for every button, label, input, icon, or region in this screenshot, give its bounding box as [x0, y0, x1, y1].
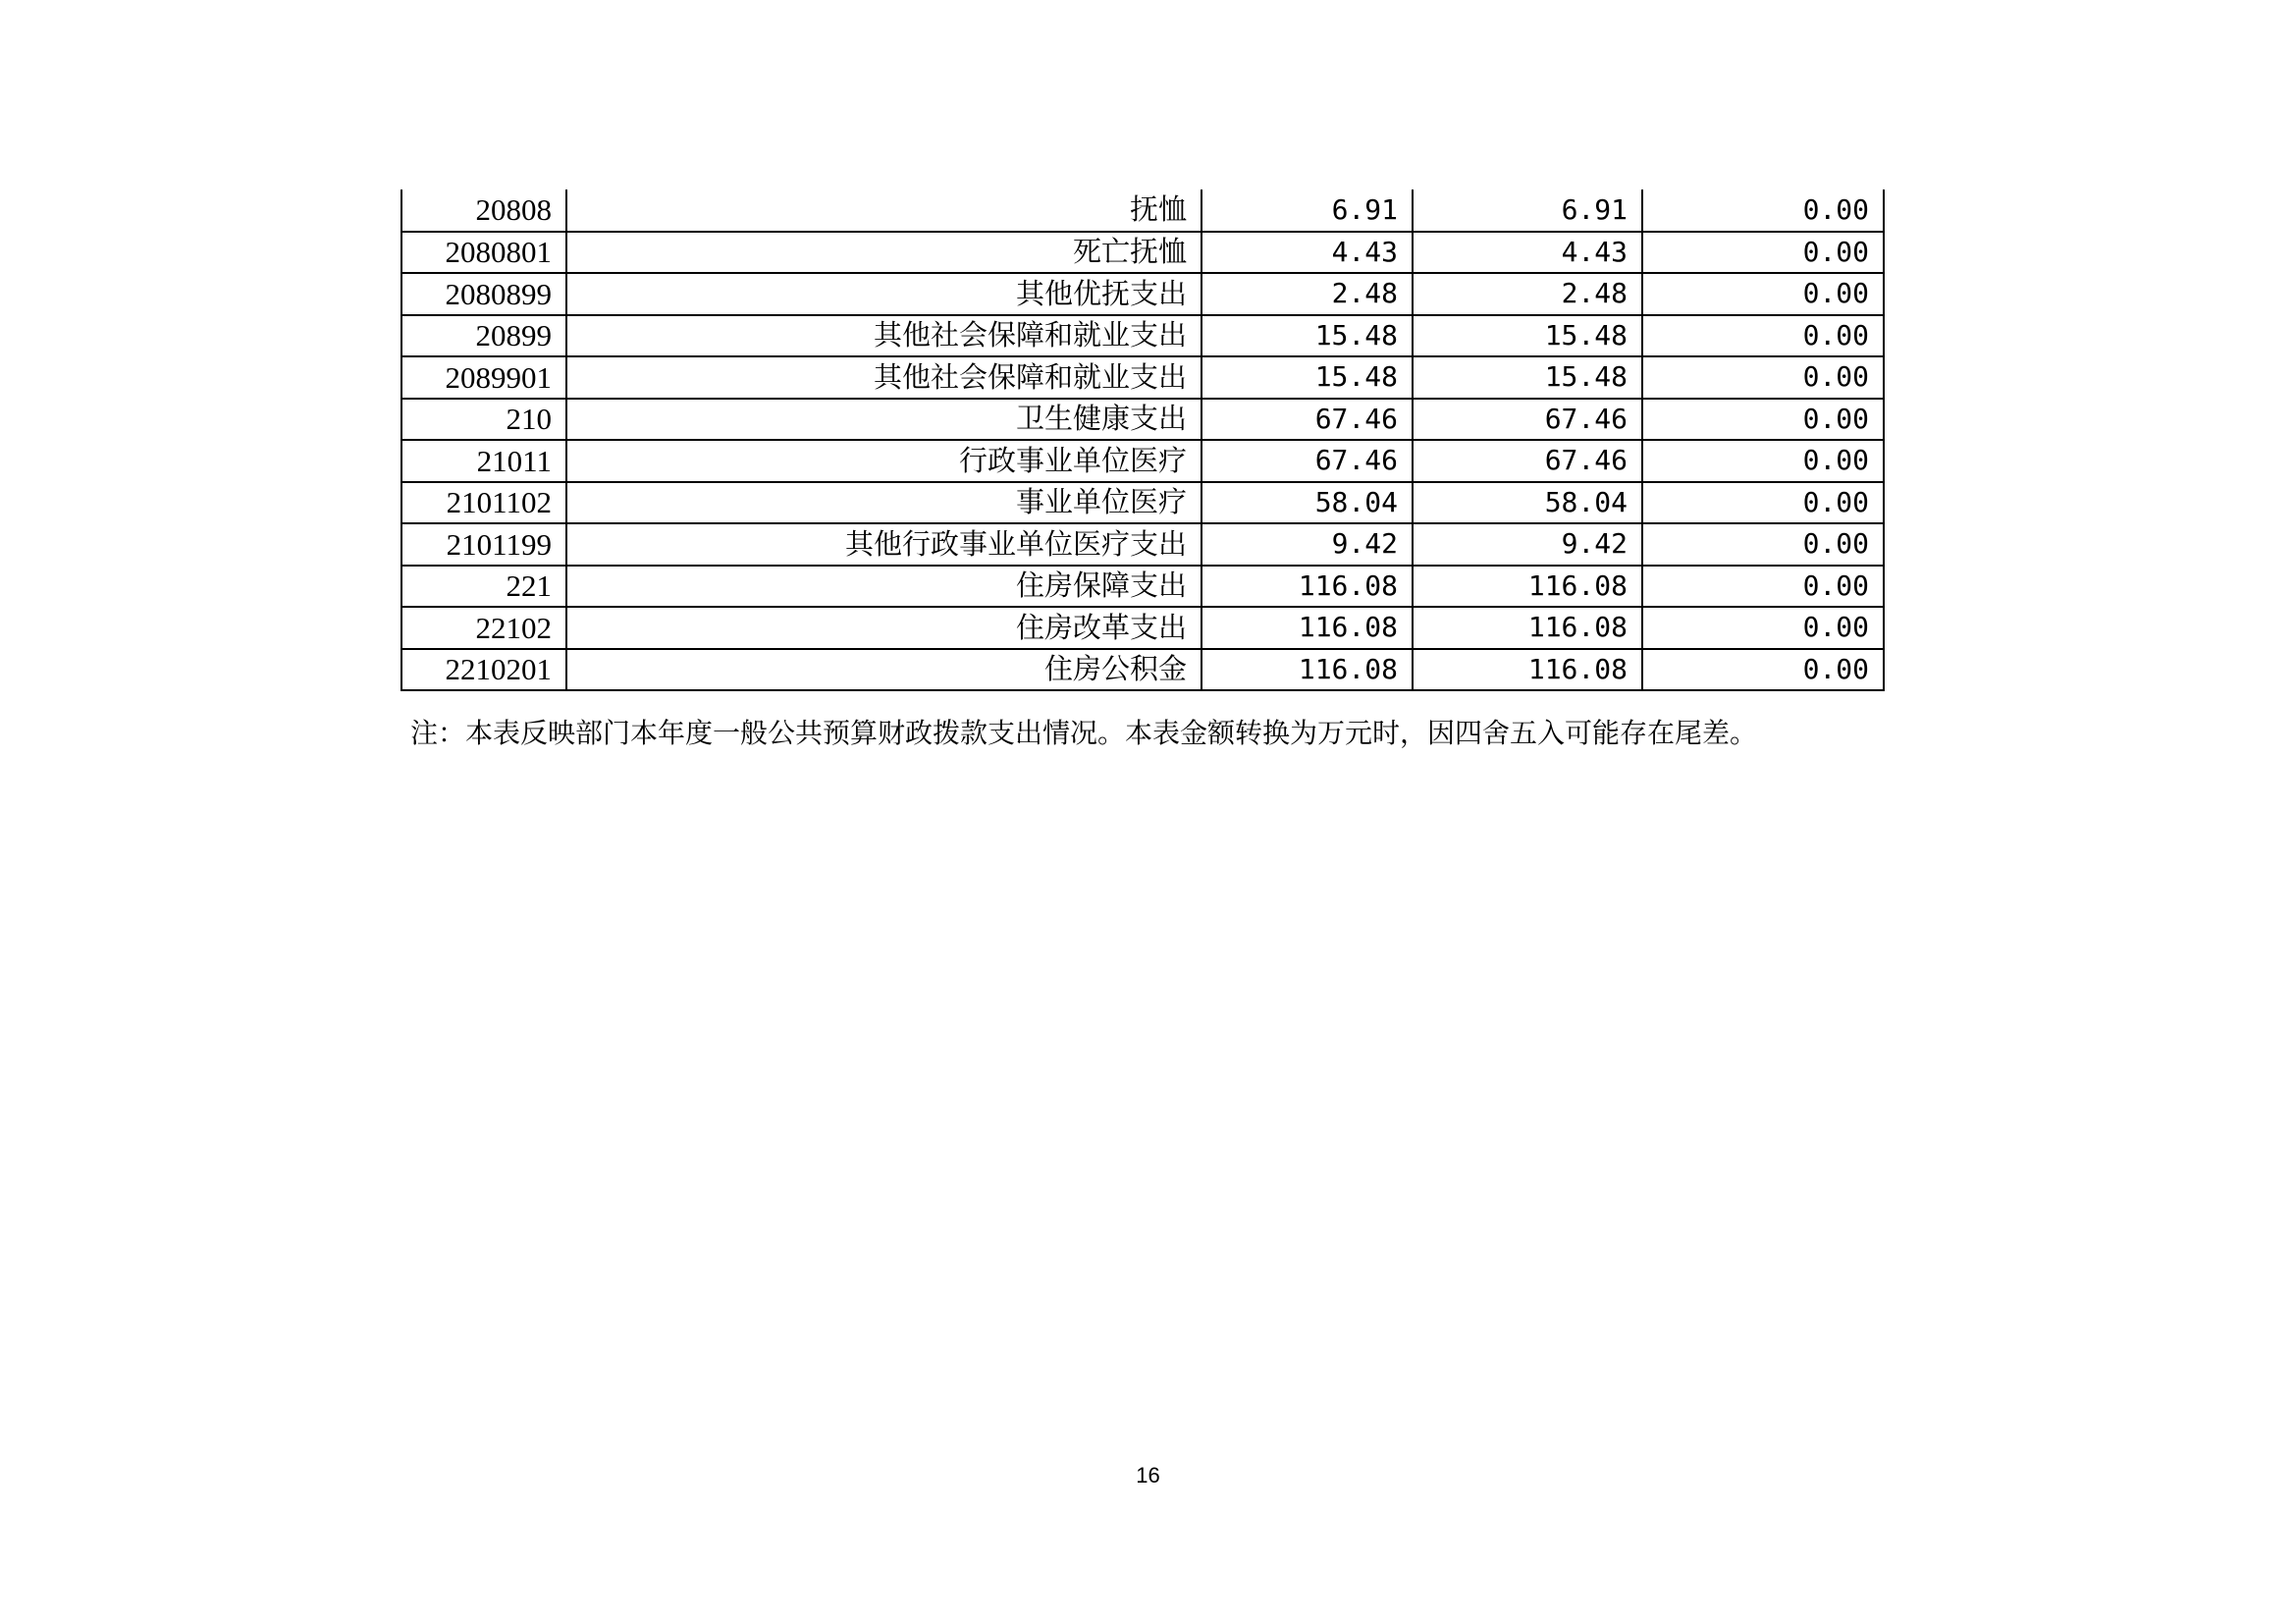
cell-function-name: 其他优抚支出 [566, 273, 1201, 315]
table-row [401, 232, 1884, 274]
cell-basic-expenditure: 2.48 [1413, 273, 1642, 315]
cell-project-expenditure: 0.00 [1642, 189, 1884, 232]
cell-total: 15.48 [1201, 315, 1413, 357]
cell-project-expenditure: 0.00 [1642, 440, 1884, 482]
cell-basic-expenditure: 6.91 [1413, 189, 1642, 232]
cell-basic-expenditure: 116.08 [1413, 566, 1642, 608]
cell-project-expenditure: 0.00 [1642, 315, 1884, 357]
cell-project-expenditure: 0.00 [1642, 273, 1884, 315]
cell-function-name: 行政事业单位医疗 [566, 440, 1201, 482]
table-row [401, 566, 1884, 608]
cell-function-name: 住房公积金 [566, 649, 1201, 691]
cell-function-code: 2101102 [401, 482, 566, 524]
cell-basic-expenditure: 9.42 [1413, 523, 1642, 566]
cell-function-code: 221 [401, 566, 566, 608]
cell-function-name: 抚恤 [566, 189, 1201, 232]
cell-function-name: 其他社会保障和就业支出 [566, 315, 1201, 357]
page-number: 16 [1136, 1463, 1160, 1488]
cell-total: 58.04 [1201, 482, 1413, 524]
table-row [401, 523, 1884, 566]
cell-basic-expenditure: 15.48 [1413, 315, 1642, 357]
table-row [401, 356, 1884, 399]
cell-function-name: 事业单位医疗 [566, 482, 1201, 524]
table-row [401, 440, 1884, 482]
cell-total: 116.08 [1201, 566, 1413, 608]
table-row [401, 315, 1884, 357]
cell-total: 2.48 [1201, 273, 1413, 315]
table-body [401, 189, 1884, 690]
cell-function-code: 2210201 [401, 649, 566, 691]
cell-project-expenditure: 0.00 [1642, 566, 1884, 608]
cell-project-expenditure: 0.00 [1642, 399, 1884, 441]
cell-basic-expenditure: 67.46 [1413, 440, 1642, 482]
table-row [401, 189, 1884, 232]
cell-project-expenditure: 0.00 [1642, 232, 1884, 274]
cell-total: 67.46 [1201, 440, 1413, 482]
cell-function-code: 21011 [401, 440, 566, 482]
cell-function-code: 2080801 [401, 232, 566, 274]
cell-basic-expenditure: 58.04 [1413, 482, 1642, 524]
cell-function-code: 20899 [401, 315, 566, 357]
cell-project-expenditure: 0.00 [1642, 356, 1884, 399]
cell-function-name: 住房改革支出 [566, 607, 1201, 649]
cell-function-name: 住房保障支出 [566, 566, 1201, 608]
cell-total: 67.46 [1201, 399, 1413, 441]
table-row [401, 482, 1884, 524]
cell-total: 9.42 [1201, 523, 1413, 566]
table-row [401, 399, 1884, 441]
table-row [401, 649, 1884, 691]
cell-project-expenditure: 0.00 [1642, 649, 1884, 691]
cell-project-expenditure: 0.00 [1642, 607, 1884, 649]
cell-function-name: 其他行政事业单位医疗支出 [566, 523, 1201, 566]
cell-function-code: 22102 [401, 607, 566, 649]
cell-function-name: 其他社会保障和就业支出 [566, 356, 1201, 399]
cell-function-code: 210 [401, 399, 566, 441]
table-note: 注：本表反映部门本年度一般公共预算财政拨款支出情况。本表金额转换为万元时，因四舍五入可能存在尾差。 [410, 717, 1758, 749]
cell-total: 116.08 [1201, 649, 1413, 691]
cell-basic-expenditure: 116.08 [1413, 607, 1642, 649]
cell-function-code: 2101199 [401, 523, 566, 566]
cell-total: 15.48 [1201, 356, 1413, 399]
cell-total: 6.91 [1201, 189, 1413, 232]
budget-table [400, 189, 1885, 691]
cell-project-expenditure: 0.00 [1642, 482, 1884, 524]
cell-function-name: 死亡抚恤 [566, 232, 1201, 274]
cell-project-expenditure: 0.00 [1642, 523, 1884, 566]
cell-function-code: 2080899 [401, 273, 566, 315]
cell-basic-expenditure: 15.48 [1413, 356, 1642, 399]
cell-function-name: 卫生健康支出 [566, 399, 1201, 441]
cell-function-code: 2089901 [401, 356, 566, 399]
table-row [401, 273, 1884, 315]
cell-basic-expenditure: 67.46 [1413, 399, 1642, 441]
cell-basic-expenditure: 4.43 [1413, 232, 1642, 274]
cell-function-code: 20808 [401, 189, 566, 232]
cell-total: 4.43 [1201, 232, 1413, 274]
cell-basic-expenditure: 116.08 [1413, 649, 1642, 691]
table-row [401, 607, 1884, 649]
cell-total: 116.08 [1201, 607, 1413, 649]
